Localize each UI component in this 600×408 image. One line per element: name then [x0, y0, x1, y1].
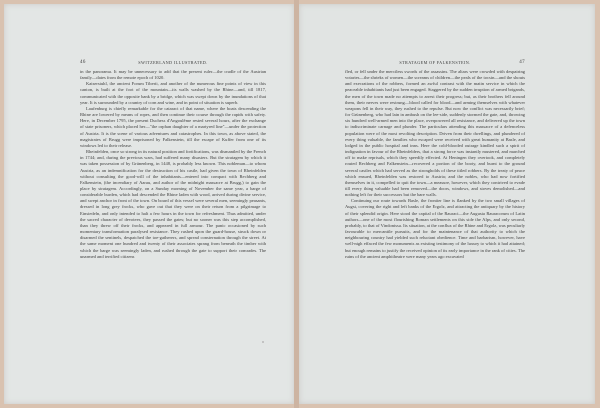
left-page-number: 46: [80, 60, 86, 65]
paragraph: fled, or fell under the merciless swords of the assassins. The altars were crowded with despairing votaries—the shrieks of women—the screams of children—the peals of the tocsin—and the shouts and execrations of the robbers, formed an awful contrast with the matin service in which the peaceable inhabitants had just been engaged. Staggered by the sudden irruption of armed brigands, the men of the town made no attempts to arrest their progress; but, as their brothers fell around them, their nerves were restrung—blood called for blood—and arming themselves with whatever weapons fell in their way, they rushed to the repulse. But now the conflict was necessarily brief; for Grünenberg, who had lain in ambush on the lee-side, suddenly stormed the gate, and, throwing six hundred well-armed men into the place, overpowered all resistance, and delivered up the town to indiscriminate carnage and plunder. The particulars attending this massacre of a defenceless population were of the most revolting description. Driven from their dwellings, and plundered of every thing valuable, the families who escaped were received with great humanity at Basle, and lodged in the public hospital and inns. Here the cold-blooded outrage kindled such a spirit of indignation in favour of the Rheinfelders, that a strong force was instantly mustered, and marched off to make reprisals, which they speedily effected. At Heningen they overtook, and completely routed Rechberg and Falkenstein—recovered a portion of the booty, and burnt to the ground several castles which had served as the strongholds of these titled robbers. By the treaty of peace which ensued, Rheinfelden was restored to Austria; and the nobles, who had now fortified themselves in it, compelled to quit the town—a measure, however, which they contrived to evade till every thing valuable had been removed—the doors, windows, and stoves demolished—and nothing left for their successors but the bare walls.: [345, 69, 525, 198]
paragraph: Kaiserstuhl, the ancient Forum Tiberii, and another of the numerous fine points of view in this canton, is built at the foot of the mountain—its walls washed by the Rhine—and, till 1817, communicated with the opposite bank by a bridge, which was swept down by the inundations of that year. It is surrounded by a country of corn and wine, and in point of situation is superb.: [80, 81, 266, 105]
paragraph: Continuing our route towards Basle, the frontier line is flanked by the two small villages of Augst, covering the right and left banks of the Ergolz, and attracting the antiquary by the history of their splendid origin. Here stood the capital of the Rauraci—the Augusta Rauracorum of Latin authors—one of the most flourishing Roman settlements on this side the Alps, and only second, probably, to that of Vindonissa. Its situation, at the conflux of the Rhine and Ergolz, was peculiarly favourable to mercantile pursuits, and for the maintenance of that authority to which the neighbouring country had yielded such reluctant obedience. Time and barbarism, however, have well-nigh effaced the few monuments as existing testimony of the luxury to which it had attained; but enough remains to justify the received opinion of its early importance in the rank of cities. The ruins of the ancient amphitheatre were many years ago excavated: [345, 198, 525, 259]
right-page-number: 47: [519, 60, 525, 65]
right-header-title: STRATAGEM OF FALKENSTEIN.: [399, 60, 471, 65]
left-header-title: SWITZERLAND ILLUSTRATED.: [138, 60, 208, 65]
paragraph: Rheinfelden, once so strong in its natural position and fortifications, was dismantled by the French in 1744; and, during the previous wars, had suffered many disasters. But the stratagem by which it was taken possession of by Grünenberg, in 1448, is probably less known. This nobleman—to whom Austria, as an indemnification for the destruction of his castle, had given the town of Rheinfelden without consulting the good-will of the inhabitants—entered into compact with Rechberg and Falkenstein, (the incendiary of Aarau, and author of the midnight massacre at Brugg,) to gain the place by stratagem. Accordingly, on a Sunday morning of November the same year, a barge of considerable burden, which had descended the Rhine laden with wood, arrived during divine service, and swept anchor in front of the town. On board of this vessel were several men, seemingly peasants, dressed in long grey frocks, who gave out that they were on their return from a pilgrimage to Einsiedeln, and only intended to halt a few hours in the town for refreshment. Thus admitted, under the sacred character of devotees, they passed the gates; but no sooner was this step accomplished, than they threw off their frocks, and appeared in full armour. The panic occasioned by such momentary transformation paralysed resistance. They rushed upon the guard-house, struck down or disarmed the sentinels, despatched the toe-gatherers, and spread consternation through the street. At the same moment one hundred and twenty of their associates sprang from beneath the timber with which the barge was seemingly laden, and rushed through the gate to support their comrades. The unarmed and terrified citizens: [80, 149, 266, 259]
right-running-header: [345, 60, 525, 68]
left-page: [4, 4, 294, 404]
paragraph: in the panorama. It may be unnecessary to add that the present ruler—the cradle of the Austrian family—dates from the remote epoch of 1020.: [80, 69, 266, 81]
right-body-text: [345, 69, 525, 260]
left-body-text: [80, 69, 266, 260]
page-blemish: [262, 341, 264, 343]
right-page: [299, 4, 595, 404]
paragraph: Laufenburg is chiefly remarkable for the cataract of that name, where the boats descending the Rhine are lowered by means of ropes, and then continue their course through the rapids with safety. Here, in December 1795, the present Duchess d'Angoulême rested several hours, after the exchange of state prisoners, which placed her—"the orphan daughter of a martyred line"—under the protection of Austria. It is the scene of various adventures and catastrophes. In this town, as above stated, the magistrates of Brugg were imprisoned by Falkenstein, till the escape of Kuffer from one of its windows led to their release.: [80, 105, 266, 148]
left-running-header: [80, 60, 266, 68]
